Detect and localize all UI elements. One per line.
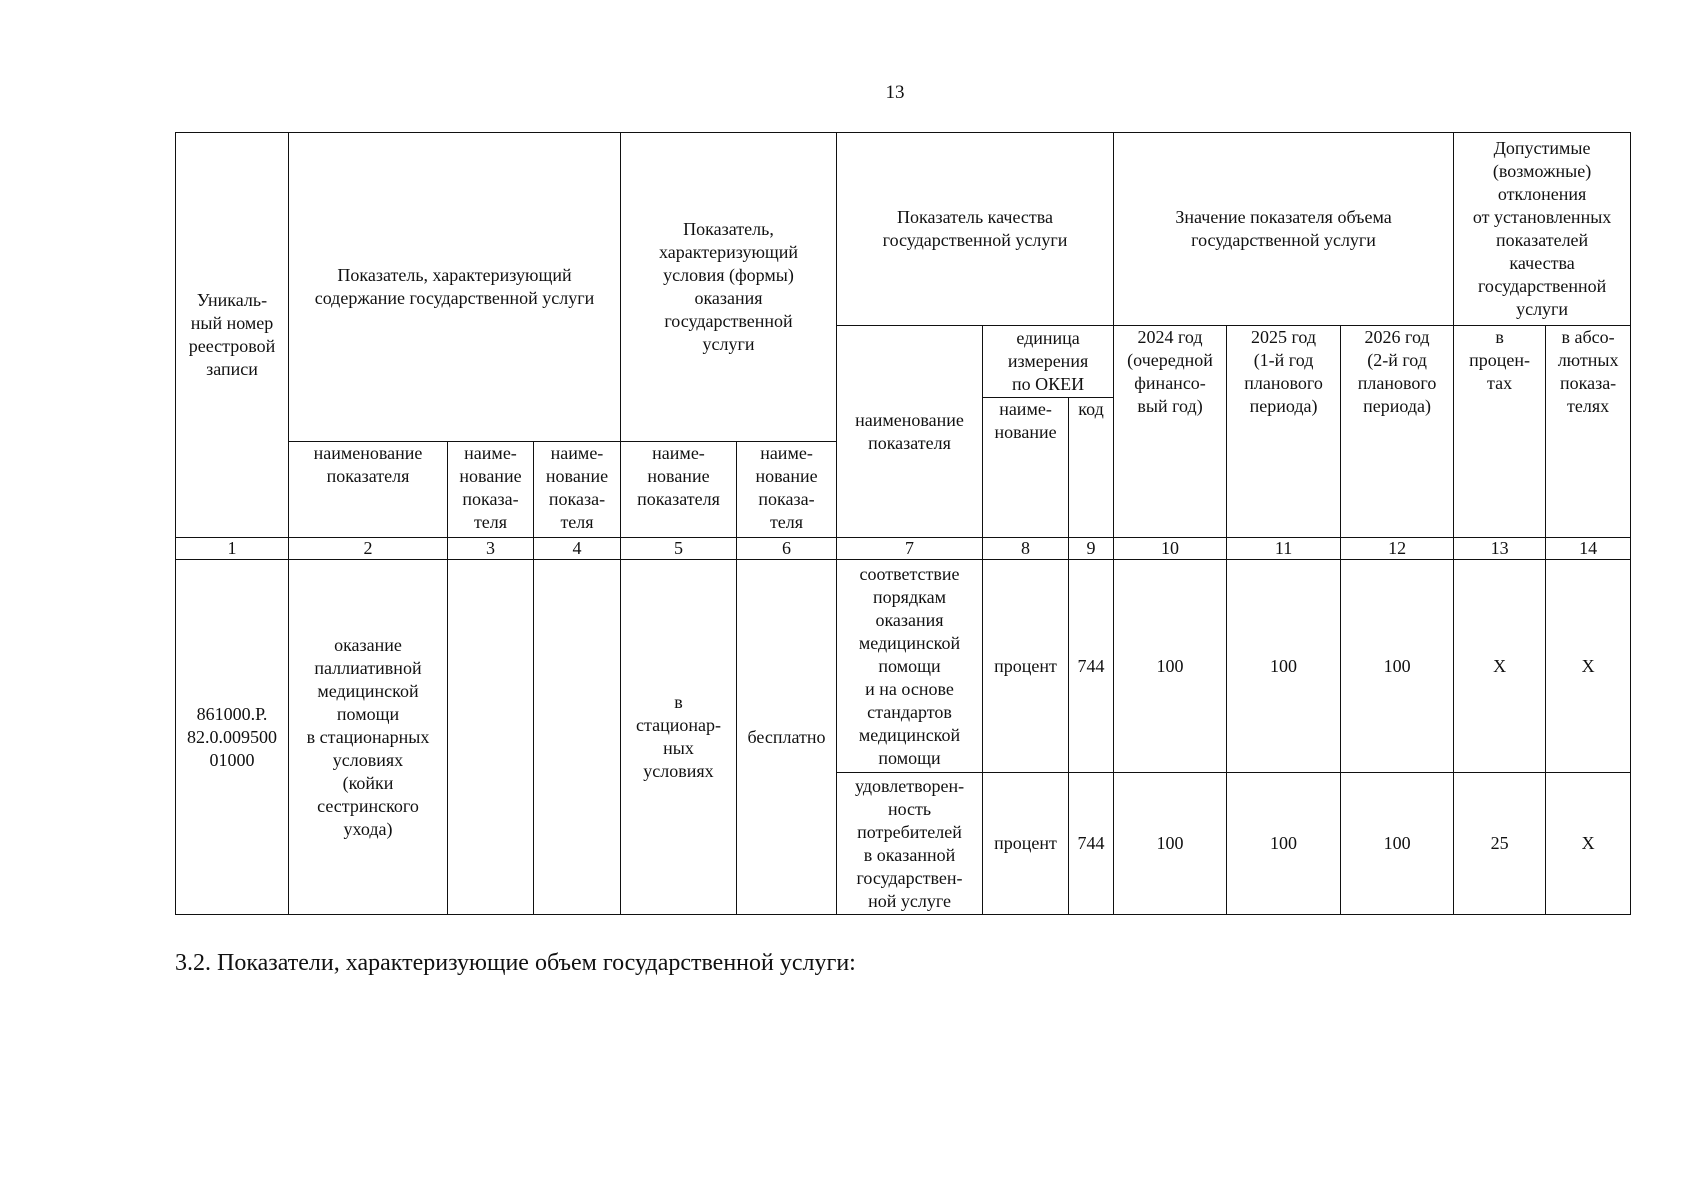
quality-indicator-name: удовлетворен- ность потребителей в оказанной государствен- ной услуге xyxy=(837,773,983,915)
column-number: 4 xyxy=(534,538,621,560)
condition-form-value: в стационар- ных условиях xyxy=(621,560,737,915)
header-content-col-2: наименование показателя xyxy=(289,442,448,538)
column-number: 14 xyxy=(1546,538,1631,560)
unique-record-number: 861000.Р. 82.0.009500 01000 xyxy=(176,560,289,915)
column-number: 5 xyxy=(621,538,737,560)
deviation-absolute-value: X xyxy=(1546,773,1631,915)
column-number: 1 xyxy=(176,538,289,560)
column-number: 11 xyxy=(1227,538,1341,560)
value-2025: 100 xyxy=(1227,560,1341,773)
column-number: 3 xyxy=(448,538,534,560)
column-number: 9 xyxy=(1069,538,1114,560)
header-deviation-absolute: в абсо- лютных показа- телях xyxy=(1546,326,1631,538)
value-2024: 100 xyxy=(1114,560,1227,773)
column-number: 7 xyxy=(837,538,983,560)
header-unit-name: наиме- нование xyxy=(983,398,1069,538)
quality-indicators-table xyxy=(175,132,1631,915)
deviation-percent-value: 25 xyxy=(1454,773,1546,915)
header-deviation-percent: в процен- тах xyxy=(1454,326,1546,538)
unit-name-value: процент xyxy=(983,773,1069,915)
header-content-col-4: наиме- нование показа- теля xyxy=(534,442,621,538)
header-year-2026: 2026 год (2-й год планового периода) xyxy=(1341,326,1454,538)
value-2025: 100 xyxy=(1227,773,1341,915)
deviation-absolute-value: X xyxy=(1546,560,1631,773)
column-number: 8 xyxy=(983,538,1069,560)
unit-code-value: 744 xyxy=(1069,773,1114,915)
unit-name-value: процент xyxy=(983,560,1069,773)
condition-payment-value: бесплатно xyxy=(737,560,837,915)
header-allowed-deviations-group: Допустимые (возможные) отклонения от установленных показателей качества государственной услуги xyxy=(1454,133,1631,326)
value-2026: 100 xyxy=(1341,560,1454,773)
header-quality-indicator-group: Показатель качества государственной услуги xyxy=(837,133,1114,326)
header-content-col-3: наиме- нование показа- теля xyxy=(448,442,534,538)
table-row xyxy=(176,560,1631,773)
content-indicator-value: оказание паллиативной медицинской помощи в стационарных условиях (койки сестринского ухода) xyxy=(289,560,448,915)
content-col-4-value xyxy=(534,560,621,915)
header-condition-col-5: наиме- нование показателя xyxy=(621,442,737,538)
column-number: 10 xyxy=(1114,538,1227,560)
unit-code-value: 744 xyxy=(1069,560,1114,773)
column-number: 12 xyxy=(1341,538,1454,560)
header-unique-number: Уникаль- ный номер реестровой записи xyxy=(176,133,289,538)
page-number: 13 xyxy=(885,82,905,103)
deviation-percent-value: X xyxy=(1454,560,1546,773)
header-year-2024: 2024 год (очередной финансо- вый год) xyxy=(1114,326,1227,538)
column-number: 13 xyxy=(1454,538,1546,560)
header-condition-col-6: наиме- нование показа- теля xyxy=(737,442,837,538)
header-conditions-indicator-group: Показатель, характеризующий условия (формы) оказания государственной услуги xyxy=(621,133,837,442)
header-volume-values-group: Значение показателя объема государственной услуги xyxy=(1114,133,1454,326)
value-2026: 100 xyxy=(1341,773,1454,915)
section-heading: 3.2. Показатели, характеризующие объем государственной услуги: xyxy=(175,950,856,976)
value-2024: 100 xyxy=(1114,773,1227,915)
column-number: 2 xyxy=(289,538,448,560)
header-year-2025: 2025 год (1-й год планового периода) xyxy=(1227,326,1341,538)
header-unit-okei: единица измерения по ОКЕИ xyxy=(983,326,1114,398)
column-number: 6 xyxy=(737,538,837,560)
header-content-indicator-group: Показатель, характеризующий содержание государственной услуги xyxy=(289,133,621,442)
header-unit-code: код xyxy=(1069,398,1114,538)
column-numbers-row xyxy=(176,538,1631,560)
content-col-3-value xyxy=(448,560,534,915)
header-quality-indicator-name: наименование показателя xyxy=(837,326,983,538)
quality-indicator-name: соответствие порядкам оказания медицинской помощи и на основе стандартов медицинской помощи xyxy=(837,560,983,773)
